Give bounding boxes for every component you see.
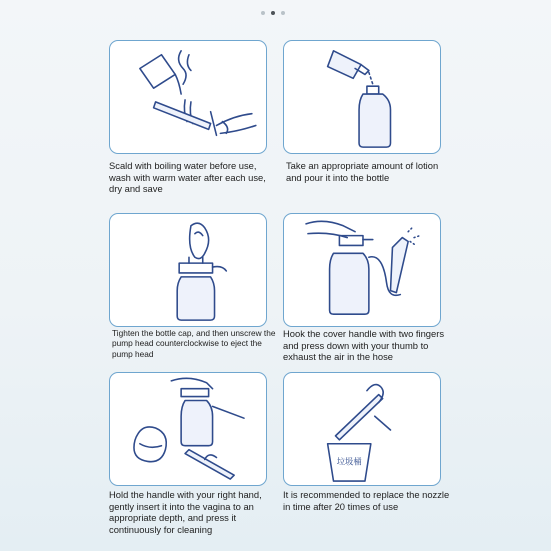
insert-nozzle-icon (110, 373, 266, 485)
step-5-illustration (109, 372, 267, 486)
step-4-illustration (283, 213, 441, 327)
carousel-dot-active[interactable] (271, 11, 275, 15)
carousel-dot[interactable] (281, 11, 285, 15)
carousel-indicator[interactable] (261, 11, 285, 15)
trash-bin-label: 垃圾桶 (336, 456, 362, 467)
step-4-caption: Hook the cover handle with two fingers and press down with your thumb to exhaust the air in the hose (283, 328, 445, 363)
step-5-caption: Hold the handle with your right hand, gently insert it into the vagina to an appropriate depth, and press it continuously for cleaning (109, 489, 262, 535)
step-2-illustration (283, 40, 441, 154)
carousel-dot[interactable] (261, 11, 265, 15)
step-1-illustration (109, 40, 267, 154)
boiling-water-icon (110, 41, 266, 153)
step-6-illustration (283, 372, 441, 486)
step-3-illustration (109, 213, 267, 327)
step-3-caption: Tighten the bottle cap, and then unscrew the pump head counterclockwise to eject the pump head (112, 328, 276, 359)
exhaust-air-icon (284, 214, 440, 326)
replace-nozzle-icon (284, 373, 440, 485)
step-1-caption: Scald with boiling water before use, wash with warm water after each use, dry and save (109, 160, 266, 195)
step-6-caption: It is recommended to replace the nozzle in time after 20 times of use (283, 489, 450, 512)
bottle-pour-icon (284, 41, 440, 153)
step-2-caption: Take an appropriate amount of lotion and pour it into the bottle (286, 160, 439, 183)
pump-head-icon (110, 214, 266, 326)
